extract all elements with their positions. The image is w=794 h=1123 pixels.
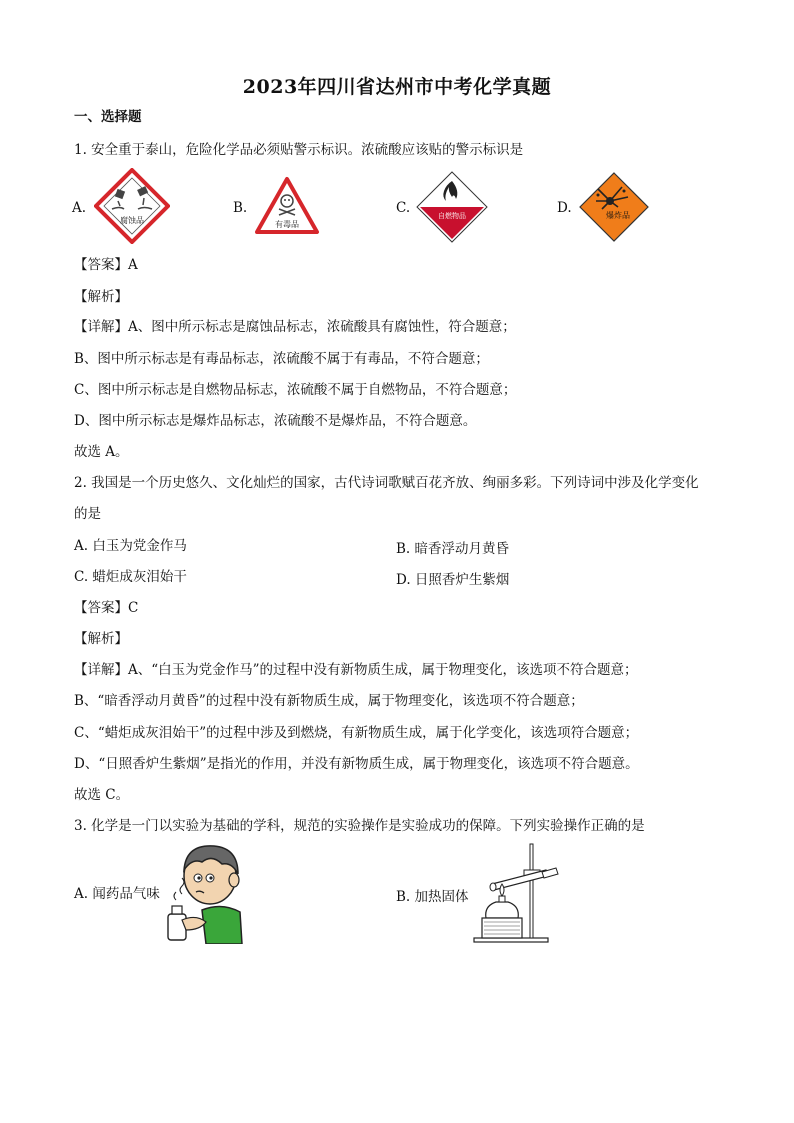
q2-stem-line2: 的是: [74, 506, 101, 522]
q3-option-b-label: B. 加热固体: [396, 889, 469, 905]
q1-analysis-line: C、图中所示标志是自燃物品标志，浓硫酸不属于自燃物品，不符合题意；: [74, 382, 517, 398]
q1-analysis-label: 【解析】: [74, 289, 128, 305]
q1-conclusion: 故选 A。: [74, 444, 129, 460]
heating-solid-apparatus-icon: [472, 840, 562, 944]
q2-conclusion: 故选 C。: [74, 787, 130, 803]
q2-option-b: B. 暗香浮动月黄昏: [396, 541, 510, 557]
q2-analysis-line: 【详解】A、“白玉为党金作马”的过程中没有新物质生成，属于物理变化，该选项不符合题意；: [74, 662, 638, 678]
q1-analysis-line: 【详解】A、图中所示标志是腐蚀品标志，浓硫酸具有腐蚀性，符合题意；: [74, 319, 516, 335]
toxic-sign-icon: [254, 176, 320, 236]
q2-analysis-line: B、“暗香浮动月黄昏”的过程中没有新物质生成，属于物理变化，该选项不符合题意；: [74, 693, 584, 709]
q3-stem: 3. 化学是一门以实验为基础的学科，规范的实验操作是实验成功的保障。下列实验操作正确的是: [74, 818, 645, 834]
q1-answer: 【答案】A: [74, 257, 138, 273]
q2-option-d: D. 日照香炉生紫烟: [396, 572, 510, 588]
corrosive-sign-icon: [94, 168, 170, 244]
spontaneous-combustion-sign-icon: [416, 171, 488, 243]
q2-option-c: C. 蜡炬成灰泪始干: [74, 569, 187, 585]
q2-analysis-label: 【解析】: [74, 631, 128, 647]
q2-stem-line1: 2. 我国是一个历史悠久、文化灿烂的国家，古代诗词歌赋百花齐放、绚丽多彩。下列诗词中涉及化学变化: [74, 475, 699, 491]
q1-option-b-letter: B.: [233, 200, 248, 216]
q2-option-a: A. 白玉为党金作马: [74, 538, 187, 554]
q1-stem: 1. 安全重于泰山，危险化学品必须贴警示标识。浓硫酸应该贴的警示标识是: [74, 142, 524, 158]
smelling-chemical-icon: [162, 840, 244, 944]
q1-option-d-letter: D.: [557, 200, 572, 216]
q2-analysis-line: C、“蜡炬成灰泪始干”的过程中涉及到燃烧，有新物质生成，属于化学变化，该选项符合题意；: [74, 725, 639, 741]
q1-option-a-letter: A.: [72, 200, 87, 216]
q2-analysis-line: D、“日照香炉生紫烟”是指光的作用，并没有新物质生成，属于物理变化，该选项不符合题意。: [74, 756, 639, 772]
q1-sign-b-text: 有毒品: [275, 220, 299, 229]
q1-sign-a-text: 腐蚀品: [120, 216, 144, 225]
section-heading: 一、选择题: [74, 109, 142, 125]
q1-analysis-line: D、图中所示标志是爆炸品标志，浓硫酸不是爆炸品，不符合题意。: [74, 413, 477, 429]
q1-analysis-line: B、图中所示标志是有毒品标志，浓硫酸不属于有毒品，不符合题意；: [74, 351, 489, 367]
q3-option-a-label: A. 闻药品气味: [74, 886, 160, 902]
page-title: 2023年四川省达州市中考化学真题: [242, 76, 552, 98]
q2-answer: 【答案】C: [74, 600, 139, 616]
q1-sign-c-text: 自燃物品: [438, 212, 466, 220]
q1-option-c-letter: C.: [396, 200, 411, 216]
q1-sign-d-text: 爆炸品: [606, 211, 630, 220]
explosive-sign-icon: [578, 171, 650, 243]
